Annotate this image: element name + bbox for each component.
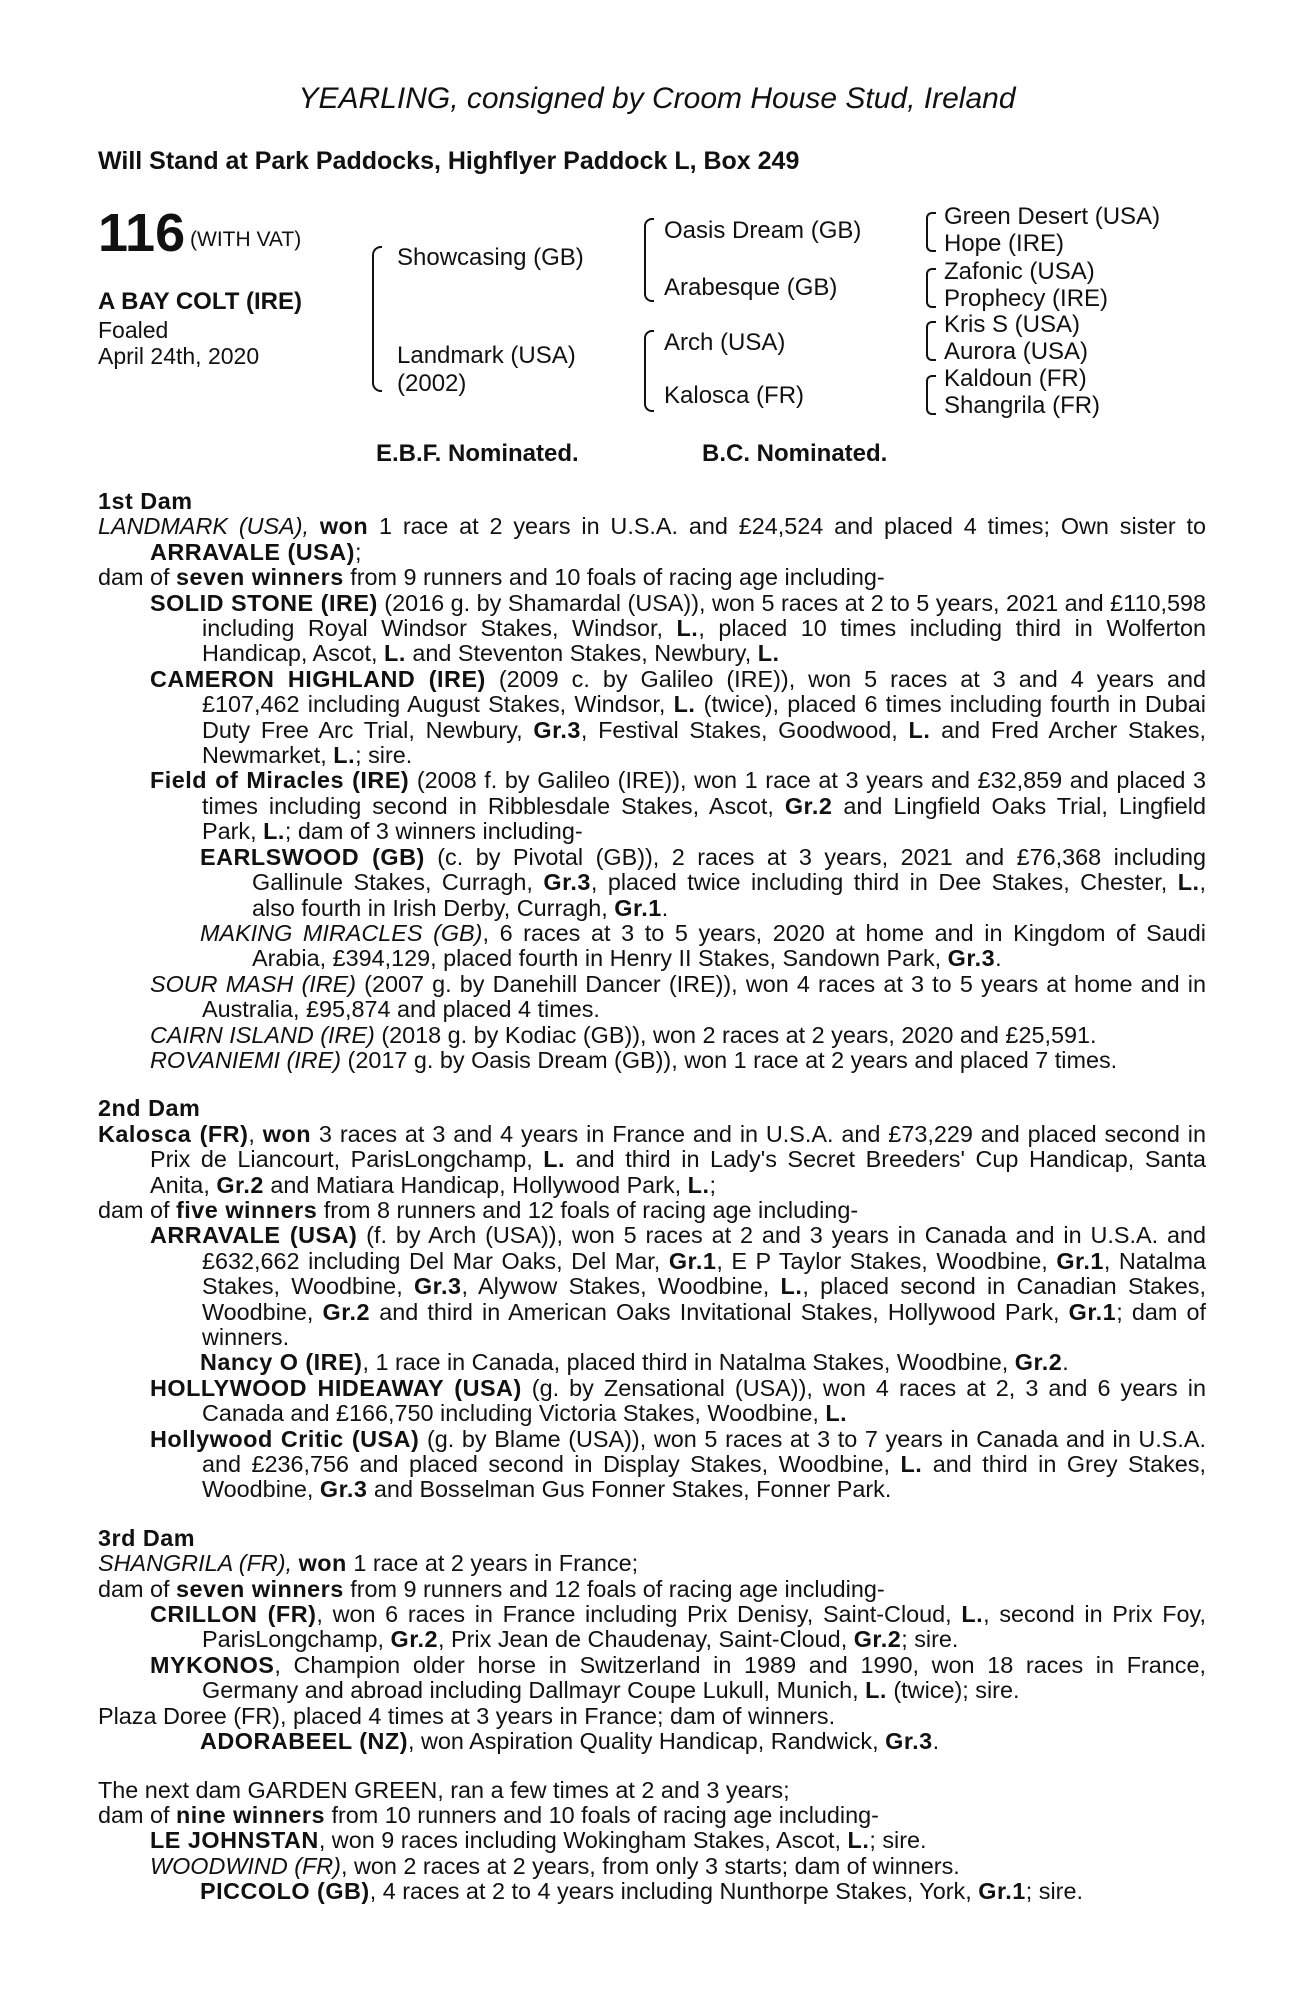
bold-text: seven winners — [176, 1575, 344, 1602]
vat-note: (WITH VAT) — [190, 228, 302, 251]
dam-intro — [98, 1122, 1206, 1198]
pedigree-entry — [150, 1653, 1206, 1704]
text-run: from 10 runners and 10 foals of racing age including- — [325, 1801, 879, 1828]
text-run: , placed second in Canadian Stakes, Woodbine, — [202, 1273, 1206, 1325]
text-run: , Prix Jean de Chaudenay, Saint-Cloud, — [438, 1626, 854, 1653]
text-run: from 9 runners and 12 foals of racing age including- — [343, 1575, 885, 1602]
text-run: (2009 c. by Galileo (IRE)), won 5 races at 3 and 4 years and £107,462 including August Stakes, Windsor, — [202, 665, 1206, 718]
text-run: from 8 runners and 12 foals of racing age including- — [317, 1196, 859, 1223]
pedigree-entry — [150, 768, 1206, 844]
pedigree-entry — [150, 1023, 1206, 1048]
grand-progeny-list — [98, 1879, 1206, 1904]
text-run: , won 6 races in France including Prix Denisy, Saint-Cloud, — [316, 1601, 962, 1628]
bold-text: L. — [687, 1171, 710, 1198]
text-run: and third in Grey Stakes, Woodbine, — [202, 1451, 1206, 1503]
sire-dam: Arabesque (GB) — [664, 274, 838, 301]
bc-nomination: B.C. Nominated. — [702, 440, 888, 467]
third-dam-section — [98, 1526, 1206, 1755]
text-run: , also fourth in Irish Derby, Curragh, — [252, 869, 1206, 921]
text-run: dam of — [98, 1575, 177, 1602]
bold-text: Gr.2 — [390, 1626, 439, 1653]
text-run: . — [995, 945, 1002, 972]
pedigree-entry — [200, 921, 1206, 972]
bold-text: L. — [900, 1451, 923, 1478]
text-run: , second in Prix Foy, ParisLongchamp, — [202, 1601, 1207, 1653]
pedigree-brace-main — [372, 246, 382, 392]
foaled-date: April 24th, 2020 — [98, 343, 260, 369]
pedigree-entry — [150, 1223, 1206, 1350]
pedigree-entry — [150, 1828, 1206, 1853]
text-run: 3 races at 3 and 4 years in France and in U.S.A. and £73,229 and placed second in Prix de Liancourt, ParisLongchamp, — [150, 1120, 1206, 1173]
text-run: 1 race at 2 years in U.S.A. and £24,524 and placed 4 times; Own sister to — [368, 513, 1206, 540]
ebf-nomination: E.B.F. Nominated. — [376, 440, 579, 467]
bold-text: L. — [384, 640, 406, 667]
italic-text: , — [285, 1550, 299, 1577]
italic-text: SHANGRILA (FR) — [98, 1550, 286, 1577]
text-run: . — [661, 894, 669, 921]
pedigree-entry — [200, 1350, 1206, 1375]
bold-text: L. — [333, 742, 356, 769]
ssd: Hope (IRE) — [944, 230, 1065, 257]
text-run: , Natalma Stakes, Woodbine, — [202, 1247, 1206, 1300]
text-run: , Festival Stakes, Goodwood, — [580, 716, 909, 743]
progeny-list — [98, 1828, 1206, 1879]
bold-text: Gr.1 — [978, 1878, 1026, 1905]
pedigree-brace-ds — [926, 321, 936, 361]
text-run: (twice), placed 6 times including fourth in Dubai Duty Free Arc Trial, Newbury, — [202, 691, 1206, 743]
pedigree-entry — [150, 591, 1206, 667]
bold-text: Gr.1 — [1056, 1247, 1104, 1274]
section-heading: 3rd Dam — [98, 1524, 196, 1551]
bold-text: CAMERON HIGHLAND (IRE) — [150, 665, 486, 692]
first-dam-section — [98, 489, 1206, 1073]
bold-text: L. — [825, 1400, 848, 1427]
bold-text: EARLSWOOD (GB) — [200, 843, 425, 870]
pedigree-brace-dd — [926, 375, 936, 415]
bold-text: L. — [263, 818, 285, 845]
bold-text: L. — [543, 1146, 566, 1173]
next-dam-section — [98, 1778, 1206, 1905]
bold-text: L. — [757, 640, 780, 667]
pedigree-entry — [200, 1729, 1206, 1754]
bold-text: LE JOHNSTAN — [150, 1827, 319, 1854]
bold-text: won — [319, 513, 369, 540]
bold-text: Gr.3 — [533, 716, 581, 743]
foaled-label: Foaled — [98, 317, 169, 343]
text-run: . — [1062, 1349, 1069, 1376]
dam: Landmark (USA) — [397, 342, 576, 369]
bold-text: ADORABEEL (NZ) — [200, 1728, 408, 1755]
bold-text: ARRAVALE (USA) — [150, 1222, 358, 1249]
bold-text: L. — [676, 615, 699, 642]
pedigree-brace-ss — [926, 212, 936, 252]
sire: Showcasing (GB) — [397, 244, 584, 271]
bold-text: L. — [847, 1827, 870, 1854]
dam-summary — [98, 1198, 1206, 1223]
bold-text: seven winners — [176, 564, 344, 591]
sire-sire: Oasis Dream (GB) — [664, 217, 862, 244]
bold-text: won — [262, 1120, 312, 1147]
text-run: (2017 g. by Oasis Dream (GB)), won 1 race at 2 years and placed 7 times. — [341, 1046, 1118, 1073]
text-run: , placed 10 times including third in Wolferton Handicap, Ascot, — [202, 615, 1206, 667]
progeny-list-cont — [98, 972, 1206, 1074]
bold-text: Kalosca (FR) — [98, 1120, 249, 1147]
text-run: , 6 races at 3 to 5 years, 2020 at home and in Kingdom of Saudi Arabia, £394,129, placed fourth in Henry II Stakes, Sandown Park, — [252, 919, 1206, 972]
dam-summary — [98, 565, 1206, 590]
bold-text: Nancy O (IRE) — [200, 1349, 363, 1376]
dam-intro — [98, 1778, 1206, 1803]
dss: Kris S (USA) — [944, 311, 1081, 338]
italic-text: WOODWIND (FR) — [150, 1852, 341, 1879]
text-run: ; sire. — [901, 1626, 959, 1653]
bold-text: Field of Miracles (IRE) — [150, 767, 410, 794]
bold-text: L. — [673, 691, 696, 718]
text-run: , Champion older horse in Switzerland in 1989 and 1990, won 18 races in France, Germany and abroad including Dallmayr Coupe Lukull, Munich, — [202, 1651, 1206, 1704]
dds: Kaldoun (FR) — [944, 365, 1087, 392]
pedigree-entry — [200, 845, 1206, 921]
sdd: Prophecy (IRE) — [944, 285, 1109, 312]
italic-text: ROVANIEMI (IRE) — [150, 1046, 342, 1073]
text-run: , placed twice including third in Dee Stakes, Chester, — [590, 869, 1178, 896]
text-run: and Steventon Stakes, Newbury, — [405, 640, 758, 667]
pedigree-brace-sire — [644, 218, 654, 302]
bold-text: Gr.2 — [1014, 1349, 1063, 1376]
text-run: Plaza Doree (FR), placed 4 times at 3 years in France; dam of winners. — [98, 1702, 836, 1729]
grand-progeny-list — [98, 845, 1206, 972]
pedigree-entry — [200, 1879, 1206, 1904]
italic-text: CAIRN ISLAND (IRE) — [150, 1021, 375, 1048]
text-run: (g. by Zensational (USA)), won 4 races at 2, 3 and 6 years in Canada and £166,750 including Victoria Stakes, Woodbine, — [202, 1374, 1206, 1427]
pedigree-entry — [150, 1602, 1206, 1653]
pedigree-entry — [150, 1376, 1206, 1427]
text-run: (twice); sire. — [886, 1677, 1020, 1704]
bold-text: SOLID STONE (IRE) — [150, 589, 378, 616]
text-run: (2008 f. by Galileo (IRE)), won 1 race at 3 years and £32,859 and placed 3 times including second in Ribblesdale Stakes, Ascot, — [202, 767, 1206, 819]
bold-text: PICCOLO (GB) — [200, 1878, 370, 1905]
bold-text: ARRAVALE (USA) — [150, 538, 355, 565]
progeny-list — [98, 591, 1206, 845]
text-run: The next dam GARDEN GREEN, ran a few times at 2 and 3 years; — [98, 1776, 790, 1803]
italic-text: , — [302, 513, 320, 540]
plain-line — [98, 1704, 1206, 1729]
sds: Zafonic (USA) — [944, 258, 1095, 285]
text-run: ; sire. — [355, 742, 413, 769]
pedigree-brace-sd — [926, 268, 936, 308]
text-run: ; sire. — [869, 1827, 927, 1854]
text-run: (2016 g. by Shamardal (USA)), won 5 races at 2 to 5 years, 2021 and £110,598 including Royal Windsor Stakes, Windsor, — [202, 589, 1206, 642]
bold-text: Gr.2 — [784, 792, 833, 819]
dam-sire: Arch (USA) — [664, 329, 786, 356]
text-run: ; dam of winners. — [202, 1298, 1206, 1350]
bold-text: Gr.2 — [322, 1298, 371, 1325]
dam-summary — [98, 1577, 1206, 1602]
bold-text: Gr.3 — [413, 1273, 462, 1300]
dam-intro — [98, 1551, 1206, 1576]
text-run: and third in Lady's Secret Breeders' Cup Handicap, Santa Anita, — [150, 1146, 1206, 1198]
bold-text: won — [298, 1550, 347, 1577]
bold-text: L. — [865, 1677, 887, 1704]
italic-text: SOUR MASH (IRE) — [150, 970, 357, 997]
bold-text: CRILLON (FR) — [150, 1601, 317, 1628]
text-run: (2018 g. by Kodiac (GB)), won 2 races at 2 years, 2020 and £25,591. — [374, 1021, 1097, 1048]
text-run: dam of — [98, 564, 177, 591]
section-heading: 1st Dam — [98, 488, 193, 514]
text-run: (f. by Arch (USA)), won 5 races at 2 and 3 years in Canada and in U.S.A. and £632,662 including Del Mar Oaks, Del Mar, — [202, 1222, 1206, 1274]
italic-text: LANDMARK (USA) — [98, 513, 303, 540]
bold-text: Gr.3 — [319, 1476, 368, 1503]
text-run: and third in American Oaks Invitational Stakes, Hollywood Park, — [370, 1298, 1069, 1325]
text-run: , won 2 races at 2 years, from only 3 starts; dam of winners. — [340, 1852, 960, 1879]
text-run: and Lingfield Oaks Trial, Lingfield Park, — [202, 792, 1206, 845]
text-run: from 9 runners and 10 foals of racing age including- — [343, 564, 885, 591]
grand-progeny-list — [98, 1729, 1206, 1754]
dam-dam: Kalosca (FR) — [664, 382, 805, 409]
pedigree-entry — [150, 972, 1206, 1023]
consignment-title: YEARLING, consigned by Croom House Stud, Ireland — [298, 82, 1016, 115]
text-run: . — [932, 1728, 940, 1755]
text-run: and Bosselman Gus Fonner Stakes, Fonner Park. — [367, 1476, 892, 1503]
pedigree-brace-dam — [644, 330, 654, 412]
progeny-list — [98, 1223, 1206, 1350]
second-dam-section — [98, 1096, 1206, 1503]
text-run: , Alywow Stakes, Woodbine, — [461, 1273, 781, 1300]
bold-text: Gr.2 — [216, 1171, 264, 1198]
text-run: (g. by Blame (USA)), won 5 races at 3 to 7 years in Canada and in U.S.A. and £236,756 and placed second in Display Stakes, Woodbine, — [202, 1425, 1206, 1478]
text-run: , 1 race in Canada, placed third in Natalma Stakes, Woodbine, — [362, 1349, 1015, 1376]
bold-text: MYKONOS — [150, 1651, 275, 1678]
bold-text: Gr.3 — [885, 1728, 933, 1755]
dam-summary — [98, 1803, 1206, 1828]
progeny-list-cont — [98, 1376, 1206, 1503]
bold-text: HOLLYWOOD HIDEAWAY (USA) — [150, 1374, 522, 1401]
text-run: , — [248, 1120, 263, 1147]
dam-intro — [98, 514, 1206, 565]
dam-year: (2002) — [397, 370, 467, 397]
text-run: dam of — [98, 1801, 177, 1828]
dsd: Aurora (USA) — [944, 338, 1089, 365]
stand-location: Will Stand at Park Paddocks, Highflyer Paddock L, Box 249 — [98, 147, 800, 175]
text-run: ; sire. — [1025, 1878, 1083, 1905]
catalogue-body — [98, 489, 1206, 1905]
bold-text: five winners — [176, 1196, 318, 1223]
text-run: dam of — [98, 1196, 177, 1223]
progeny-list — [98, 1602, 1206, 1704]
text-run: and Matiara Handicap, Hollywood Park, — [263, 1171, 688, 1198]
section-heading: 2nd Dam — [98, 1095, 201, 1122]
lot-number: 116 — [98, 203, 186, 263]
bold-text: Gr.2 — [853, 1626, 902, 1653]
bold-text: nine winners — [176, 1801, 325, 1828]
text-run: , E P Taylor Stakes, Woodbine, — [716, 1247, 1057, 1274]
pedigree-entry — [150, 1427, 1206, 1503]
bold-text: L. — [780, 1273, 803, 1300]
bold-text: Gr.3 — [947, 945, 996, 972]
bold-text: Gr.3 — [543, 869, 591, 896]
bold-text: L. — [1177, 869, 1200, 896]
text-run: (c. by Pivotal (GB)), 2 races at 3 years, 2021 and £76,368 including Gallinule Stakes, Curragh, — [252, 843, 1206, 896]
text-run: , won 9 races including Wokingham Stakes, Ascot, — [318, 1827, 848, 1854]
text-run: (2007 g. by Danehill Dancer (IRE)), won 4 races at 3 to 5 years at home and in Australia, £95,874 and placed 4 times. — [202, 970, 1206, 1023]
pedigree-entry — [150, 1048, 1206, 1073]
ddd: Shangrila (FR) — [944, 392, 1101, 419]
text-run: 1 race at 2 years in France; — [346, 1550, 639, 1577]
grand-progeny-list — [98, 1350, 1206, 1375]
text-run: , won Aspiration Quality Handicap, Randwick, — [407, 1728, 886, 1755]
lot-name: A BAY COLT (IRE) — [98, 288, 303, 315]
text-run: ; — [709, 1171, 716, 1198]
text-run: ; — [354, 538, 362, 565]
bold-text: Gr.1 — [1068, 1298, 1117, 1325]
bold-text: Gr.1 — [668, 1247, 717, 1274]
italic-text: MAKING MIRACLES (GB) — [200, 919, 483, 946]
pedigree-entry — [150, 1854, 1206, 1879]
bold-text: Gr.1 — [614, 894, 662, 921]
bold-text: L. — [961, 1601, 984, 1628]
bold-text: Hollywood Critic (USA) — [150, 1425, 420, 1452]
bold-text: L. — [908, 716, 931, 743]
pedigree-entry — [150, 667, 1206, 769]
text-run: ; dam of 3 winners including- — [284, 818, 583, 845]
text-run: , 4 races at 2 to 4 years including Nunthorpe Stakes, York, — [369, 1878, 979, 1905]
text-run: and Fred Archer Stakes, Newmarket, — [202, 716, 1206, 769]
sss: Green Desert (USA) — [944, 203, 1161, 230]
